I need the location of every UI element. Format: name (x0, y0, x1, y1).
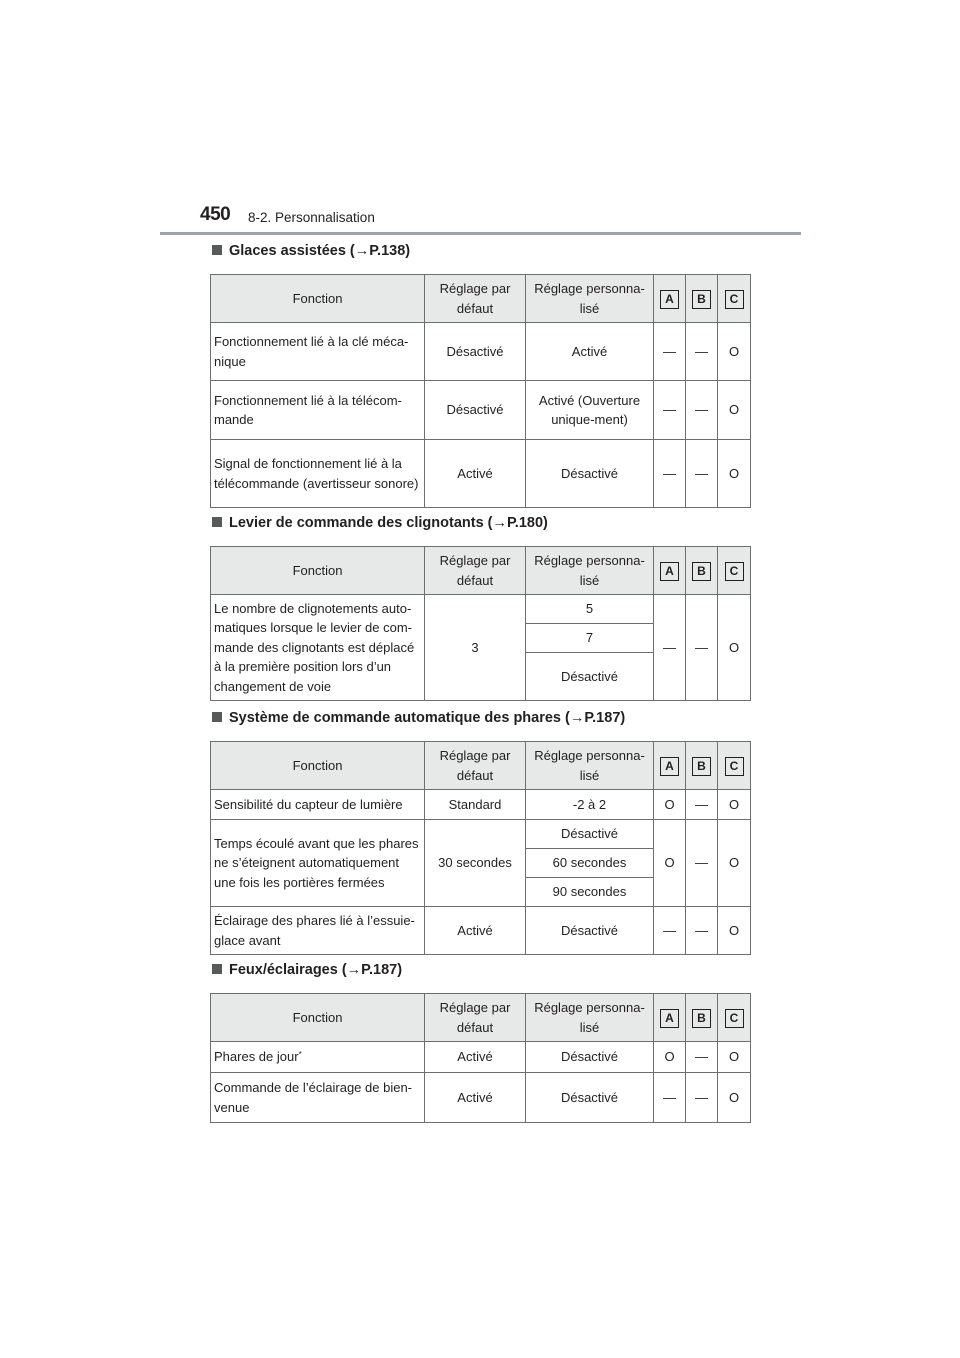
table-row (211, 1042, 751, 1073)
cell-perso: Désactivé (526, 907, 654, 955)
cell-b: — (686, 1042, 718, 1073)
cell-perso: Désactivé (526, 1042, 654, 1073)
table-row (211, 820, 751, 849)
letter-a-icon: A (660, 757, 679, 776)
cell-b: — (686, 323, 718, 381)
cell-a: O (654, 790, 686, 820)
letter-b-icon: B (692, 290, 711, 309)
cell-c: O (718, 907, 751, 955)
table-header-row (211, 994, 751, 1042)
cell-perso: -2 à 2 (526, 790, 654, 820)
square-bullet-icon (212, 245, 222, 255)
letter-b-icon: B (692, 757, 711, 776)
cell-defaut: Standard (425, 790, 526, 820)
letter-a-icon: A (660, 1009, 679, 1028)
cell-a: — (654, 907, 686, 955)
cell-c: O (718, 1042, 751, 1073)
footnote-marker: * (298, 1050, 302, 1060)
header-fonction: Fonction (211, 547, 425, 595)
cell-c: O (718, 820, 751, 907)
cell-perso-option: Désactivé (526, 653, 654, 701)
table-glaces (210, 274, 751, 508)
cell-b: — (686, 790, 718, 820)
header-perso: Réglage personna-lisé (526, 547, 654, 595)
cell-fonction: Fonctionnement lié à la télécom-mande (211, 381, 425, 440)
cell-perso-option: 5 (526, 595, 654, 624)
cell-a: — (654, 440, 686, 508)
section-title-feux: Feux/éclairages (→P.187) (212, 962, 402, 978)
square-bullet-icon (212, 712, 222, 722)
cell-c: O (718, 381, 751, 440)
header-defaut: Réglage par défaut (425, 742, 526, 790)
cell-b: — (686, 595, 718, 701)
header-fonction: Fonction (211, 742, 425, 790)
cell-perso: Activé (Ouverture unique-ment) (526, 381, 654, 440)
table-feux (210, 993, 751, 1123)
table-row (211, 323, 751, 381)
cell-fonction: Éclairage des phares lié à l’essuie-glace avant (211, 907, 425, 955)
cell-perso-option: 60 secondes (526, 849, 654, 878)
cell-b: — (686, 820, 718, 907)
table-clignotants (210, 546, 751, 701)
letter-c-icon: C (725, 1009, 744, 1028)
header-fonction: Fonction (211, 275, 425, 323)
cell-defaut: 30 secondes (425, 820, 526, 907)
cell-a: O (654, 820, 686, 907)
square-bullet-icon (212, 964, 222, 974)
cell-defaut: Désactivé (425, 381, 526, 440)
header-fonction: Fonction (211, 994, 425, 1042)
cell-fonction: Temps écoulé avant que les phares ne s’éteignent automatiquement une fois les portières fermées (211, 820, 425, 907)
table-header-row (211, 275, 751, 323)
cell-fonction: Le nombre de clignotements auto-matiques lorsque le levier de com-mande des clignotants est déplacé à la première position lors d’un changement de voie (211, 595, 425, 701)
cell-defaut: Activé (425, 1073, 526, 1123)
section-title-clignotants: Levier de commande des clignotants (→P.180) (212, 515, 548, 531)
cell-fonction: Fonctionnement lié à la clé méca-nique (211, 323, 425, 381)
cell-perso-option: 90 secondes (526, 878, 654, 907)
table-phares (210, 741, 751, 955)
header-perso: Réglage personna-lisé (526, 994, 654, 1042)
table-row (211, 790, 751, 820)
header-defaut: Réglage par défaut (425, 275, 526, 323)
cell-c: O (718, 323, 751, 381)
table-header-row (211, 742, 751, 790)
cell-perso-option: Désactivé (526, 820, 654, 849)
cell-defaut: Désactivé (425, 323, 526, 381)
letter-c-icon: C (725, 757, 744, 776)
cell-perso-option: 7 (526, 624, 654, 653)
cell-defaut: Activé (425, 440, 526, 508)
cell-fonction: Commande de l’éclairage de bien-venue (211, 1073, 425, 1123)
section-title-glaces: Glaces assistées (→P.138) (212, 243, 410, 259)
table-row (211, 381, 751, 440)
table-row (211, 907, 751, 955)
cell-defaut: Activé (425, 907, 526, 955)
letter-b-icon: B (692, 1009, 711, 1028)
letter-a-icon: A (660, 562, 679, 581)
square-bullet-icon (212, 517, 222, 527)
cell-fonction: Signal de fonctionnement lié à la télécommande (avertisseur sonore) (211, 440, 425, 508)
letter-c-icon: C (725, 290, 744, 309)
cell-defaut: Activé (425, 1042, 526, 1073)
cell-defaut: 3 (425, 595, 526, 701)
cell-fonction: Sensibilité du capteur de lumière (211, 790, 425, 820)
letter-c-icon: C (725, 562, 744, 581)
table-row (211, 1073, 751, 1123)
header-perso: Réglage personna-lisé (526, 275, 654, 323)
cell-a: — (654, 595, 686, 701)
cell-fonction: Phares de jour* (211, 1042, 425, 1073)
cell-perso: Activé (526, 323, 654, 381)
header-defaut: Réglage par défaut (425, 994, 526, 1042)
cell-c: O (718, 790, 751, 820)
cell-perso: Désactivé (526, 1073, 654, 1123)
letter-a-icon: A (660, 290, 679, 309)
cell-b: — (686, 907, 718, 955)
header-defaut: Réglage par défaut (425, 547, 526, 595)
chapter-title: 8-2. Personnalisation (248, 210, 375, 225)
table-row (211, 440, 751, 508)
section-title-phares: Système de commande automatique des phares (→P.187) (212, 710, 625, 726)
cell-b: — (686, 440, 718, 508)
cell-b: — (686, 1073, 718, 1123)
page-number: 450 (200, 204, 231, 225)
table-row (211, 595, 751, 624)
cell-a: O (654, 1042, 686, 1073)
cell-a: — (654, 1073, 686, 1123)
cell-a: — (654, 323, 686, 381)
header-perso: Réglage personna-lisé (526, 742, 654, 790)
letter-b-icon: B (692, 562, 711, 581)
cell-c: O (718, 440, 751, 508)
cell-c: O (718, 595, 751, 701)
table-header-row (211, 547, 751, 595)
cell-c: O (718, 1073, 751, 1123)
cell-a: — (654, 381, 686, 440)
cell-b: — (686, 381, 718, 440)
cell-perso: Désactivé (526, 440, 654, 508)
header-rule (160, 232, 801, 235)
